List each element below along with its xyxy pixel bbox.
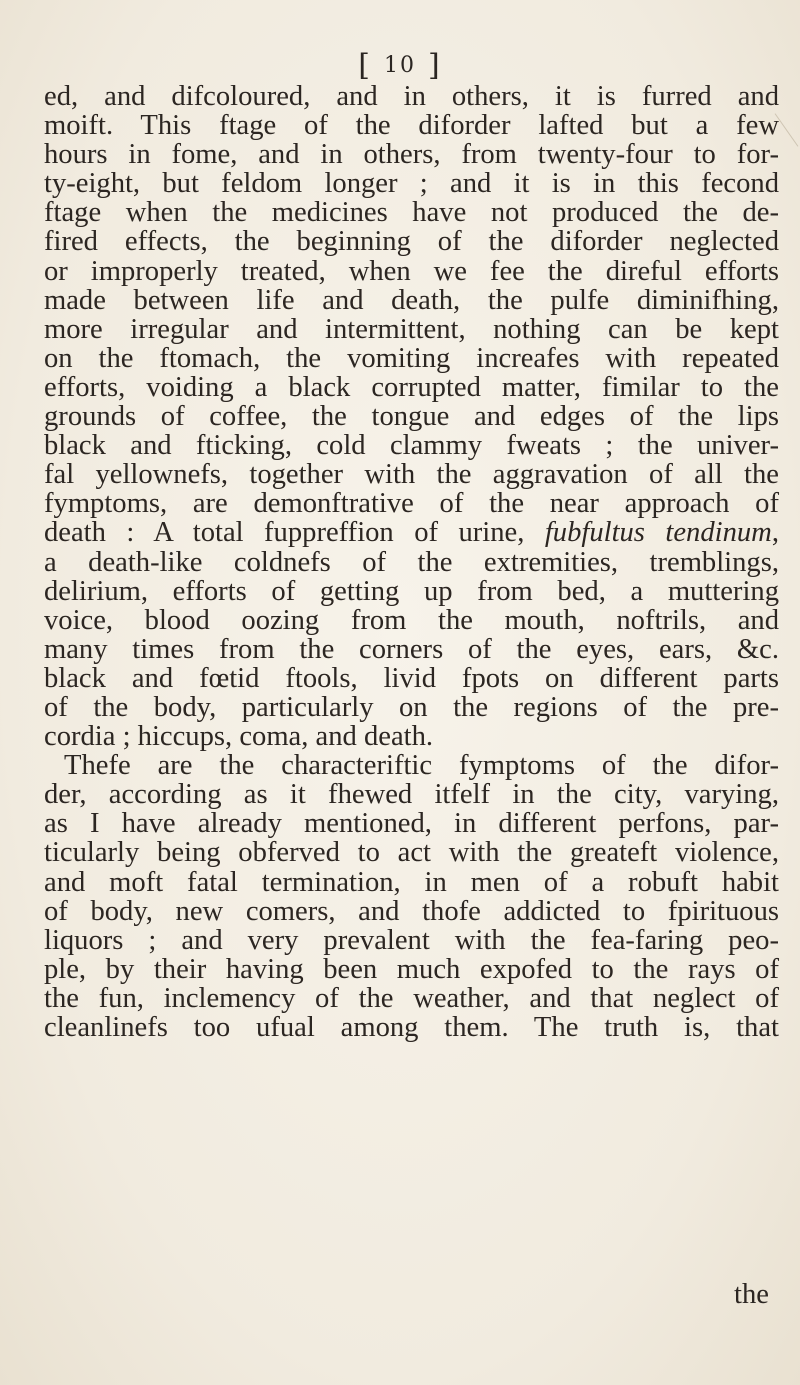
text-line: more irregular and intermittent, nothing can be kept: [44, 313, 779, 345]
text-line: voice, blood oozing from the mouth, noftrils, and: [44, 604, 779, 636]
text-line: made between life and death, the pulfe diminifhing,: [44, 284, 779, 316]
page-number: 10: [384, 53, 416, 78]
text-line: hours in fome, and in others, from twenty-four to for-: [44, 139, 779, 171]
text-line: on the ftomach, the vomiting increafes with repeated: [44, 342, 779, 374]
text-line: ticularly being obferved to act with the greateft violence,: [44, 837, 779, 869]
bracket-close: ]: [428, 48, 442, 83]
text-line: fired effects, the beginning of the diforder neglected: [44, 226, 779, 258]
text-line-paragraph-end: cordia ; hiccups, coma, and death.: [44, 721, 434, 753]
catchword: the: [734, 1279, 769, 1310]
text-line: grounds of coffee, the tongue and edges of the lips: [44, 401, 779, 433]
text-line: efforts, voiding a black corrupted matter, fimilar to the: [44, 371, 779, 403]
text-line: many times from the corners of the eyes, ears, &c.: [44, 633, 779, 665]
text-line: death : A total fuppreffion of urine, fubfultus tendinum,: [44, 517, 779, 549]
text-line: ty-eight, but feldom longer ; and it is in this fecond: [44, 168, 779, 200]
text-line: liquors ; and very prevalent with the fea-faring peo-: [44, 924, 779, 956]
text-line: black and fticking, cold clammy fweats ; the univer-: [44, 430, 779, 462]
text-line: black and fœtid ftools, livid fpots on different parts: [44, 662, 779, 694]
latin-term: fubfultus tendinum: [544, 517, 772, 549]
body-text: [44, 82, 779, 1042]
text-line: ftage when the medicines have not produced the de-: [44, 197, 779, 229]
text-line: the fun, inclemency of the weather, and that neglect of: [44, 982, 779, 1014]
text-line-paragraph-start: Thefe are the characteriftic fymptoms of the difor-: [64, 750, 779, 782]
text-line: fymptoms, are demonftrative of the near approach of: [44, 488, 779, 520]
text-line: and moft fatal termination, in men of a robuft habit: [44, 866, 779, 898]
text-line: a death-like coldnefs of the extremities, tremblings,: [44, 546, 779, 578]
bracket-open: [: [358, 48, 372, 83]
text-line: der, according as it fhewed itfelf in the city, varying,: [44, 779, 779, 811]
page-header: [0, 48, 800, 83]
text-line: as I have already mentioned, in different perfons, par-: [44, 808, 779, 840]
text-line: delirium, efforts of getting up from bed, a muttering: [44, 575, 779, 607]
text-line: or improperly treated, when we fee the direful efforts: [44, 255, 779, 287]
text-line: moift. This ftage of the diforder lafted but a few: [44, 110, 779, 142]
text-line: of body, new comers, and thofe addicted to fpirituous: [44, 895, 779, 927]
text-line: cleanlinefs too ufual among them. The truth is, that: [44, 1012, 779, 1043]
text-line: ple, by their having been much expofed to the rays of: [44, 953, 779, 985]
text-line: of the body, particularly on the regions of the pre-: [44, 691, 779, 723]
text-line: ed, and difcoloured, and in others, it is furred and: [44, 81, 779, 112]
text-line: fal yellownefs, together with the aggravation of all the: [44, 459, 779, 491]
